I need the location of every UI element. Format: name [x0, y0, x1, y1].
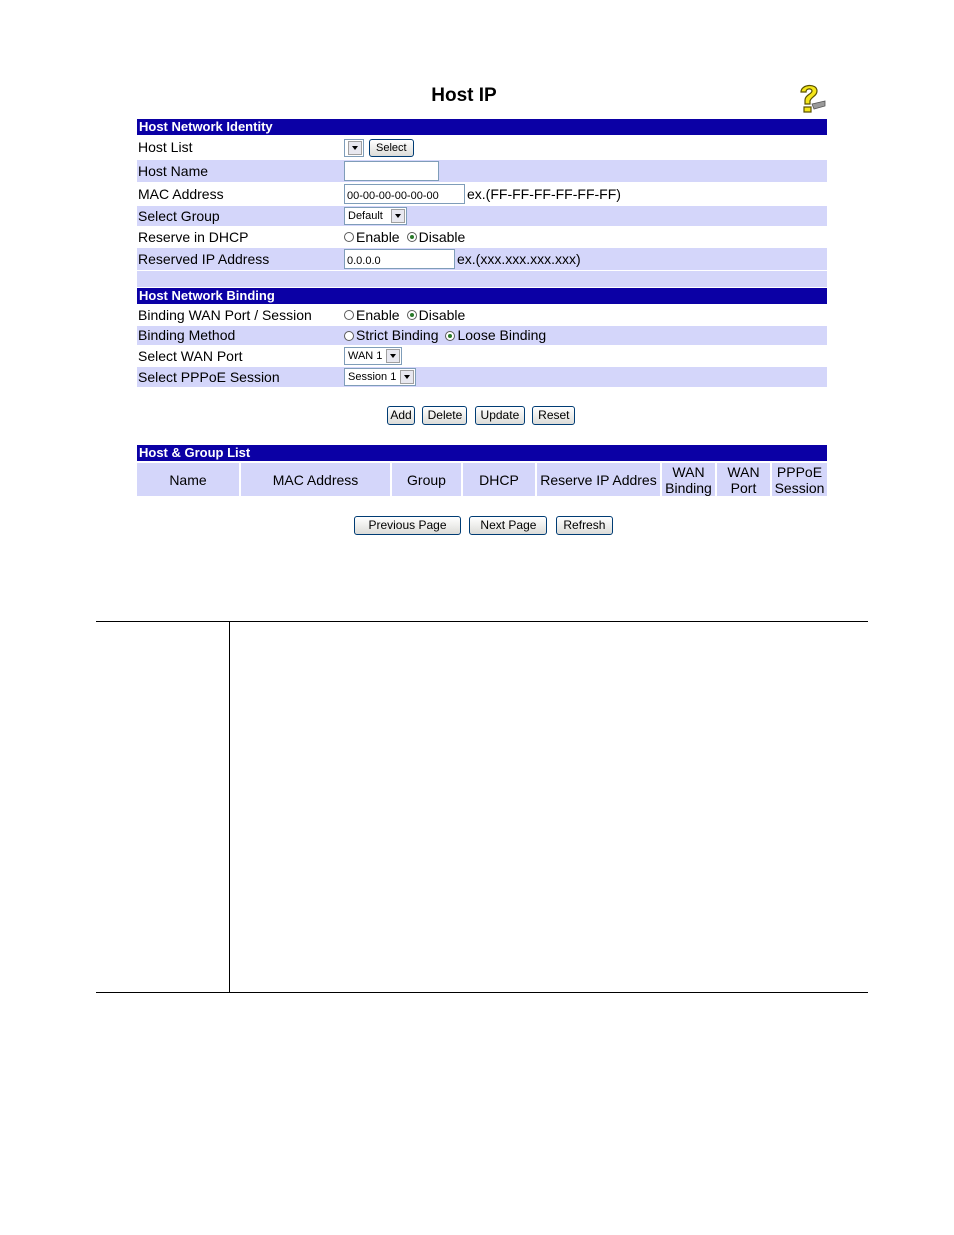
row-reserve-dhcp — [137, 227, 827, 247]
host-ip-panel — [135, 80, 827, 542]
description-table-divider — [229, 622, 230, 992]
reserve-enable-label: Enable — [356, 229, 400, 245]
add-button[interactable]: Add — [387, 406, 415, 425]
help-question-icon[interactable] — [792, 80, 826, 114]
col-reserve-ip-address: Reserve IP Addres — [537, 463, 660, 496]
row-binding-method — [137, 326, 827, 345]
binding-enable-label: Enable — [356, 307, 400, 323]
chevron-down-icon — [386, 349, 400, 363]
reserve-disable-radio[interactable] — [407, 232, 417, 242]
row-host-name — [137, 160, 827, 182]
description-table — [96, 621, 868, 993]
group-select[interactable] — [344, 207, 407, 225]
section-host-network-identity: Host Network Identity — [137, 119, 827, 135]
delete-button[interactable]: Delete — [422, 406, 467, 425]
pppoe-session-select-value: Session 1 — [348, 371, 397, 383]
page-title: Host IP — [431, 85, 497, 106]
binding-disable-radio[interactable] — [407, 310, 417, 320]
row-select-group — [137, 206, 827, 226]
strict-binding-label: Strict Binding — [356, 327, 439, 343]
col-wan-port: WAN Port — [717, 463, 770, 496]
col-name: Name — [137, 463, 239, 496]
row-select-wan-port — [137, 346, 827, 366]
previous-page-button[interactable]: Previous Page — [354, 516, 461, 535]
col-dhcp: DHCP — [463, 463, 535, 496]
select-wan-port-label: Select WAN Port — [138, 348, 243, 364]
reserve-enable-radio[interactable] — [344, 232, 354, 242]
row-binding-wan-session — [137, 305, 827, 325]
select-pppoe-label: Select PPPoE Session — [138, 369, 280, 385]
next-page-button[interactable]: Next Page — [469, 516, 547, 535]
reserved-ip-hint: ex.(xxx.xxx.xxx.xxx) — [457, 251, 581, 267]
col-mac-address: MAC Address — [241, 463, 390, 496]
refresh-button[interactable]: Refresh — [556, 516, 613, 535]
binding-wan-session-label: Binding WAN Port / Session — [138, 307, 312, 323]
section-host-network-binding: Host Network Binding — [137, 288, 827, 304]
loose-binding-radio[interactable] — [445, 331, 455, 341]
mac-address-label: MAC Address — [138, 186, 224, 202]
binding-method-label: Binding Method — [138, 327, 236, 343]
col-pppoe-session: PPPoE Session — [772, 463, 827, 496]
section-host-group-list: Host & Group List — [137, 445, 827, 461]
paging-buttons — [354, 516, 613, 535]
host-group-list-table-header — [137, 463, 827, 496]
host-name-label: Host Name — [138, 163, 209, 179]
reserve-disable-label: Disable — [418, 229, 466, 245]
binding-enable-radio[interactable] — [344, 310, 354, 320]
wan-port-select[interactable] — [344, 347, 402, 365]
group-select-value: Default — [348, 210, 383, 222]
row-host-list — [137, 136, 827, 159]
loose-binding-label: Loose Binding — [457, 327, 547, 343]
reserve-dhcp-label: Reserve in DHCP — [138, 229, 249, 245]
wan-port-select-value: WAN 1 — [348, 350, 383, 362]
reserved-ip-input[interactable] — [344, 249, 455, 269]
reserved-ip-label: Reserved IP Address — [138, 251, 270, 267]
binding-disable-label: Disable — [418, 307, 466, 323]
mac-address-hint: ex.(FF-FF-FF-FF-FF-FF) — [467, 186, 621, 202]
row-mac-address — [137, 183, 827, 205]
host-list-label: Host List — [138, 139, 193, 155]
row-select-pppoe-session — [137, 367, 827, 387]
action-buttons — [387, 406, 575, 425]
col-wan-binding: WAN Binding — [662, 463, 715, 496]
chevron-down-icon — [348, 141, 362, 155]
pppoe-session-select[interactable] — [344, 368, 416, 386]
reset-button[interactable]: Reset — [532, 406, 575, 425]
chevron-down-icon — [391, 209, 405, 223]
row-reserved-ip — [137, 248, 827, 270]
mac-address-input[interactable] — [344, 184, 465, 204]
chevron-down-icon — [400, 370, 414, 384]
col-group: Group — [392, 463, 461, 496]
select-button[interactable]: Select — [369, 139, 414, 157]
update-button[interactable]: Update — [475, 406, 525, 425]
select-group-label: Select Group — [138, 208, 220, 224]
host-list-select[interactable] — [344, 139, 364, 157]
host-name-input[interactable] — [344, 161, 439, 181]
row-spacer — [137, 271, 827, 287]
strict-binding-radio[interactable] — [344, 331, 354, 341]
